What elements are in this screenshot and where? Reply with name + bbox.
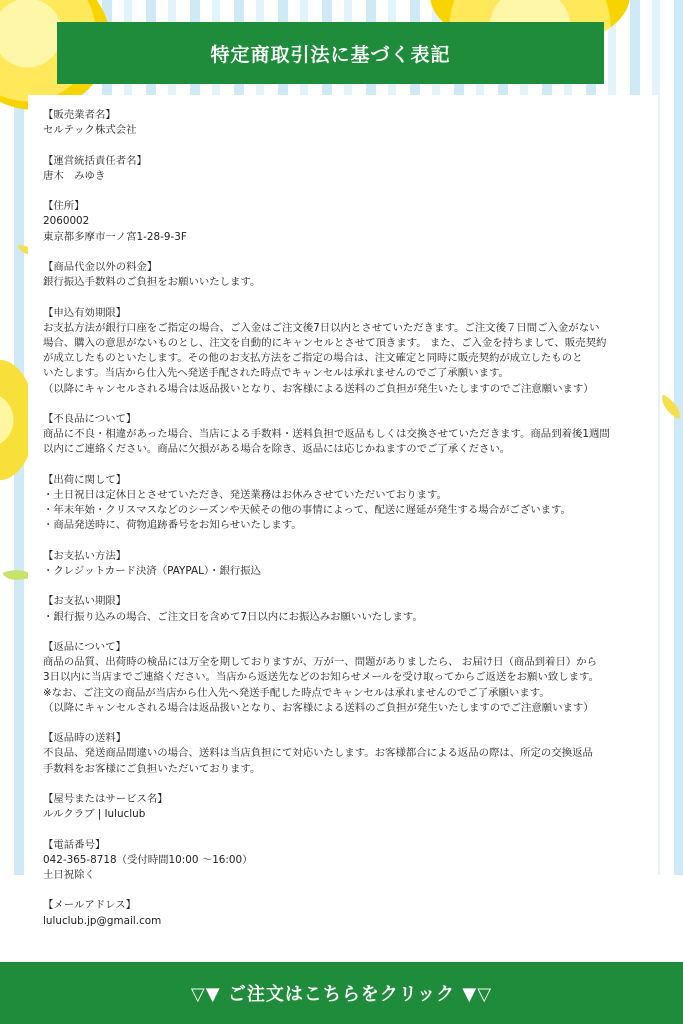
info-section [43, 412, 643, 458]
section-heading: 【運営統括責任者名】 [43, 154, 147, 167]
section-heading: 【出荷に関して】 [43, 473, 127, 486]
section-text: 商品の品質、出荷時の検品には万全を期しておりますが、万が一、問題がありましたら、 お届け日（商品到着日）から [43, 656, 598, 669]
section-heading: 【販売業者名】 [43, 109, 116, 121]
info-section [43, 108, 643, 138]
section-heading: 【返品時の送料】 [43, 732, 127, 745]
section-text: ・土日祝日は定休日とさせていただき、発送業務はお休みさせていただいております。 [43, 488, 447, 501]
info-section [43, 260, 643, 290]
section-text: お支払方法が銀行口座をご指定の場合、ご入金はご注文後7日以内とさせていただきます。ご注文後７日間ご入金がない [43, 321, 600, 334]
section-heading: 【お支払い方法】 [43, 549, 127, 562]
section-heading: 【返品について】 [43, 640, 126, 653]
section-text: セルテック株式会社 [43, 124, 137, 137]
section-text: 2060002 [43, 215, 90, 228]
section-text: （以降にキャンセルされる場合は返品扱いとなり、お客様による送料のご負担が発生いたしますのでご注意願います） [43, 382, 594, 395]
section-text: ・クレジットカード決済（PAYPAL）・銀行振込 [43, 564, 262, 577]
info-section [43, 594, 643, 624]
section-text: luluclub.jp@gmail.com [43, 914, 162, 927]
section-text: ルルクラブ | luluclub [43, 808, 146, 821]
legal-notice-content [43, 108, 643, 944]
section-heading: 【お支払い期限】 [43, 595, 127, 608]
info-section [43, 549, 643, 579]
section-text: 042-365-8718（受付時間10:00 ～16:00） [43, 853, 253, 866]
section-text: いたします。当店から仕入先へ発送手配された時点でキャンセルは承れませんのでご了承願います。 [43, 367, 509, 380]
section-text: 以内にご連絡ください。商品に欠損がある場合を除き、返品には応じかねますのでご了承ください。 [43, 443, 511, 456]
info-section [43, 792, 643, 822]
section-text: 3日以内に当店までご連絡ください。当店から返送先などのお知らせメールを受け取ってからご返送をお願い致します。 [43, 671, 599, 684]
info-section [43, 838, 643, 884]
page-title: 特定商取引法に基づく表記 [57, 22, 604, 84]
section-heading: 【申込有効期限】 [43, 306, 127, 319]
section-text: 銀行振込手数料のご負担をお願いいたします。 [43, 276, 261, 289]
section-text: （以降にキャンセルされる場合は返品扱いとなり、お客様による送料のご負担が発生いたしますのでご注意願います） [43, 701, 594, 714]
info-section [43, 154, 643, 184]
section-heading: 【電話番号】 [43, 838, 106, 851]
section-text: 商品に不良・相違があった場合、当店による手数料・送料負担で返品もしくは交換させていただきます。商品到着後1週間 [43, 428, 610, 441]
info-section [43, 473, 643, 534]
section-heading: 【住所】 [43, 200, 85, 213]
section-heading: 【屋号またはサービス名】 [43, 792, 168, 805]
info-section [43, 199, 643, 245]
section-text: ※なお、ご注文の商品が当店から仕入先へ発送手配した時点でキャンセルは承れませんのでご了承願います。 [43, 686, 550, 699]
info-section [43, 306, 643, 397]
section-text: 土日祝除く [43, 868, 95, 881]
info-section [43, 898, 643, 928]
section-heading: 【メールアドレス】 [43, 899, 136, 912]
info-section [43, 731, 643, 777]
order-cta-button[interactable]: ▽▼ ご注文はこちらをクリック ▼▽ [0, 962, 683, 1024]
section-text: 場合、購入の意思がないものとし、注文を自動的にキャンセルとさせて頂きます。 また、ご入金を持ちまして、販売契約 [43, 336, 607, 349]
section-heading: 【商品代金以外の料金】 [43, 260, 158, 273]
section-text: 唐木 みゆき [43, 169, 106, 182]
section-text: ・商品発送時に、荷物追跡番号をお知らせいたします。 [43, 519, 302, 532]
info-section [43, 640, 643, 716]
section-text: 不良品、発送商品間違いの場合、送料は当店負担にて対応いたします。お客様都合による返品の際は、所定の交換返品 [43, 747, 593, 760]
section-text: 東京都多摩市一ノ宮1-28-9-3F [43, 230, 187, 243]
section-text: ・年末年始・クリスマスなどのシーズンや天候その他の事情によって、配送に遅延が発生する場合がございます。 [43, 504, 571, 517]
section-text: が成立したものといたします。その他のお支払方法をご指定の場合は、注文確定と同時に販売契約が成立したものと [43, 352, 583, 365]
section-text: ・銀行振り込みの場合、ご注文日を含めて7日以内にお振込みお願いいたします。 [43, 610, 423, 623]
section-heading: 【不良品について】 [43, 412, 137, 425]
section-text: 手数料をお客様にご負担いただいております。 [43, 762, 261, 775]
